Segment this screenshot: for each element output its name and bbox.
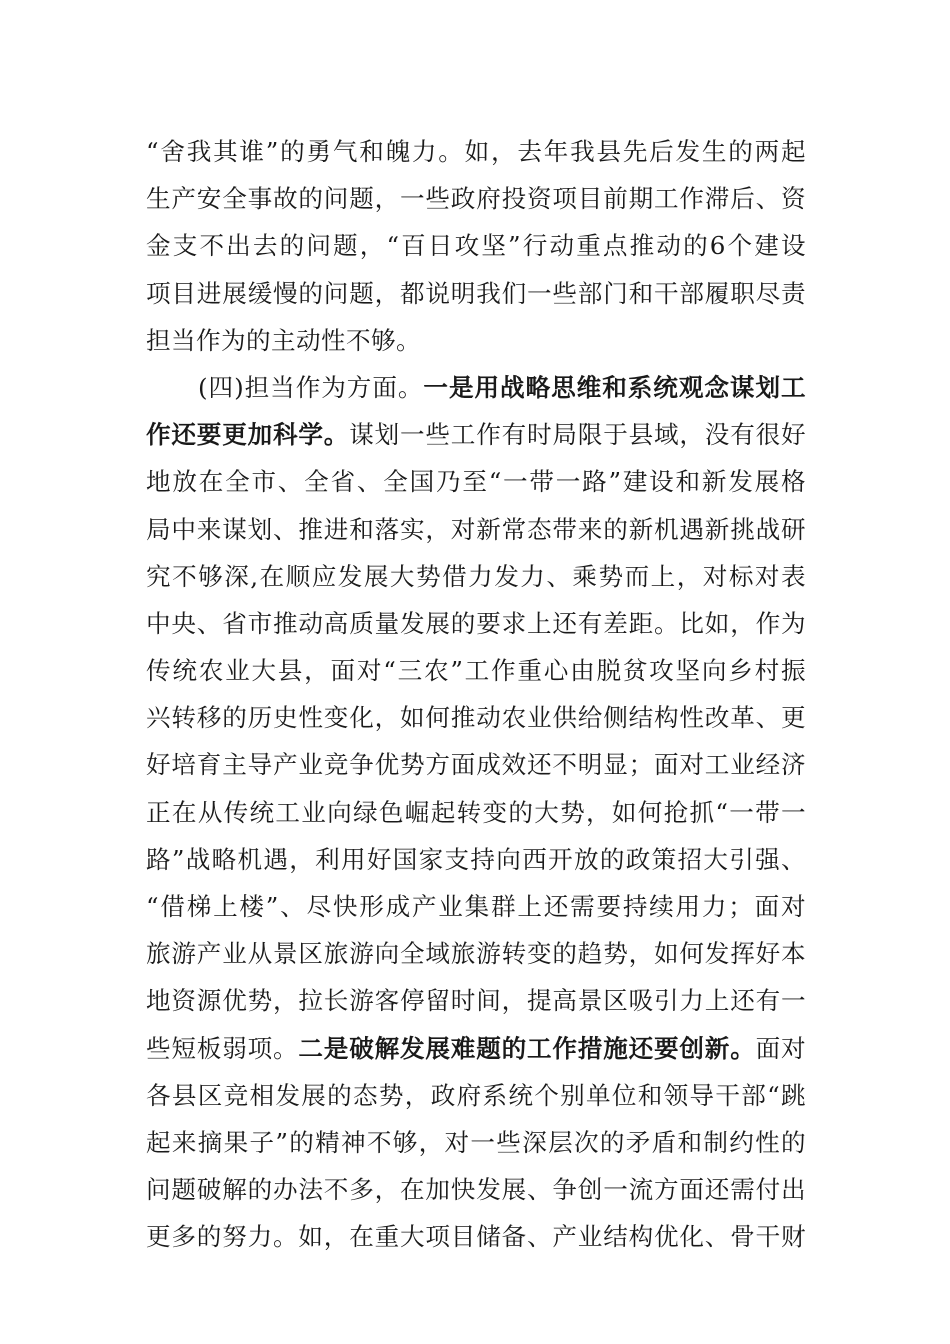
paragraph-2-line: 各县区竞相发展的态势，政府系统个别单位和领导干部“跳 <box>146 1080 806 1110</box>
paragraph-2-line: 好培育主导产业竞争优势方面成效还不明显；面对工业经济 <box>146 750 806 780</box>
paragraph-2-line: 兴转移的历史性变化，如何推动农业供给侧结构性改革、更 <box>146 703 806 733</box>
paragraph-2-text: 些短板弱项。 <box>146 1033 299 1063</box>
paragraph-2-text: 谋划一些工作有时局限于县域，没有很好 <box>349 420 806 450</box>
paragraph-2-line: 路”战略机遇，利用好国家支持向西开放的政策招大引强、 <box>146 844 806 874</box>
paragraph-2-line: 传统农业大县，面对“三农”工作重心由脱贫攻坚向乡村振 <box>146 656 806 686</box>
paragraph-2-line: “借梯上楼”、尽快形成产业集群上还需要持续用力；面对 <box>146 892 806 921</box>
paragraph-1-line: “舍我其谁”的勇气和魄力。如，去年我县先后发生的两起 <box>146 137 806 166</box>
section-heading: (四)担当作为方面。 <box>198 372 424 402</box>
paragraph-2-line: 问题破解的办法不多，在加快发展、争创一流方面还需付出 <box>146 1175 806 1205</box>
paragraph-1-line: 项目进展缓慢的问题，都说明我们一些部门和干部履职尽责 <box>146 278 806 308</box>
document-body <box>146 128 806 1261</box>
paragraph-2-line: 起来摘果子”的精神不够，对一些深层次的矛盾和制约性的 <box>146 1127 806 1157</box>
paragraph-2-line: 中央、省市推动高质量发展的要求上还有差距。比如，作为 <box>146 608 806 638</box>
paragraph-2-line: 旅游产业从景区旅游向全域旅游转变的趋势，如何发挥好本 <box>146 939 806 969</box>
point-one-heading: 一是用战略思维和系统观念谋划工 <box>423 372 806 402</box>
paragraph-2-line: 地放在全市、全省、全国乃至“一带一路”建设和新发展格 <box>146 467 806 497</box>
paragraph-2-line: 正在从传统工业向绿色崛起转变的大势，如何抢抓“一带一 <box>146 797 806 827</box>
paragraph-1-line: 担当作为的主动性不够。 <box>146 325 421 355</box>
point-one-heading-end: 作还要更加科学。 <box>146 420 350 450</box>
paragraph-2-text: 面对 <box>755 1033 807 1063</box>
paragraph-2-first-line <box>146 364 806 411</box>
paragraph-1-line: 生产安全事故的问题，一些政府投资项目前期工作滞后、资 <box>146 184 806 214</box>
paragraph-2-line: 更多的努力。如，在重大项目储备、产业结构优化、骨干财 <box>146 1222 806 1252</box>
paragraph-2-line: 局中来谋划、推进和落实，对新常态带来的新机遇新挑战研 <box>146 514 806 544</box>
point-two-heading: 二是破解发展难题的工作措施还要创新。 <box>298 1033 756 1063</box>
paragraph-2-line: 究不够深,在顺应发展大势借力发力、乘势而上，对标对表 <box>146 561 806 591</box>
paragraph-2-line: 地资源优势，拉长游客停留时间，提高景区吸引力上还有一 <box>146 986 806 1016</box>
paragraph-2-line <box>146 411 806 458</box>
paragraph-2-line <box>146 1025 806 1072</box>
paragraph-1-line: 金支不出去的问题，“百日攻坚”行动重点推动的6个建设 <box>146 231 806 261</box>
